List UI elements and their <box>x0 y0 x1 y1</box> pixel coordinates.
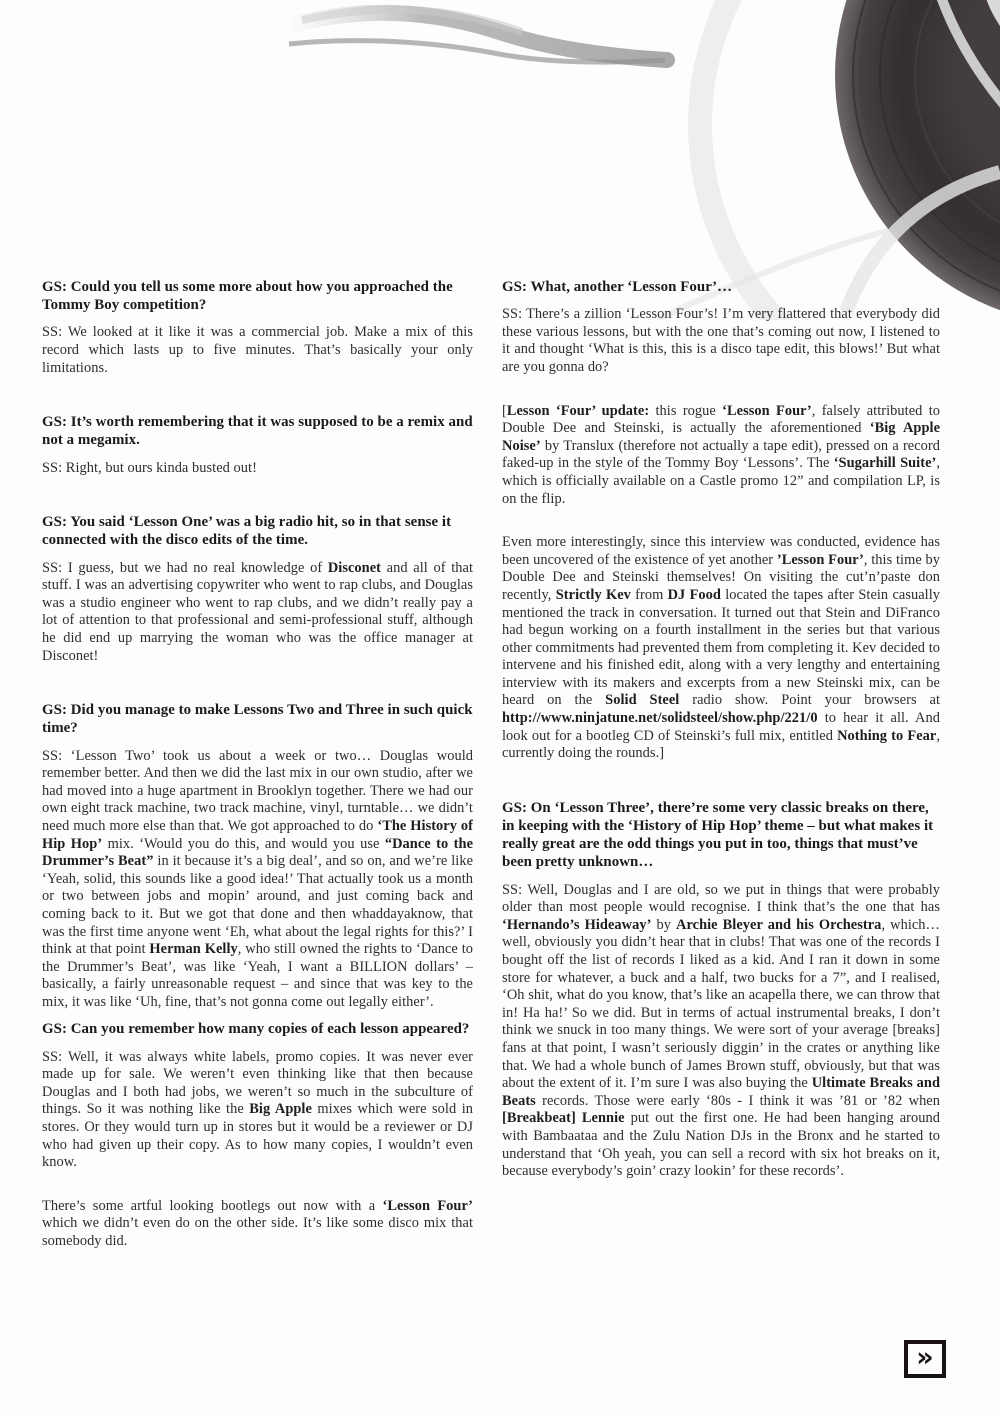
double-chevron-right-icon: » <box>916 1342 934 1373</box>
interview-answer: SS: ‘Lesson Two’ took us about a week or two… Douglas would remember better. And then we did the last mix in our own studio, after we had moved into a huge apartment in Brooklyn together. There we had our own eight track machine, two track machine, vinyl, turntable… we didn’t need much more else than that. We got approached to do ‘The History of Hip Hop’ mix. ‘Would you do this, and would you use “Dance to the Drummer’s Beat” in it because it’s a big deal’, and so on, and we’re like ‘Yeah, solid, this sounds like a good idea!’ That actually took us a month or two between jobs and mopin’ around, and just coming back and coming back to it. But we got that done and then whaddayaknow, that was the first time anyone went ‘Eh, what about the legal rights for this?’ I think at that point Herman Kelly, who still owned the rights to ‘Dance to the Drummer’s Beat’, was like ‘Yeah, I want a BILLION dollars’ – basically, a fairly unreasonable request – and since that was key to the mix, it was like ‘Uh, fine, that’s not gonna come out legally either’. <box>42 747 474 1010</box>
interview-question: GS: Did you manage to make Lessons Two and Three in such quick time? <box>42 702 473 737</box>
interview-question: GS: Can you remember how many copies of each lesson appeared? <box>42 1021 470 1038</box>
note-paragraph: There’s some artful looking bootlegs out now with a ‘Lesson Four’ which we didn’t even do on the other side. It’s like some disco mix that somebody did. <box>42 1197 473 1250</box>
note-paragraph: [Lesson ‘Four’ update: this rogue ‘Lesson Four’, falsely attributed to Double Dee and Steinski, is actually the aforementioned ‘Big Apple Noise’ by Translux (therefore not actually a tape edit), pressed on a record faked-up in the style of the Tommy Boy ‘Lessons’. The ‘Sugarhill Suite’, which is officially available on a Castle promo 12” and compilation LP, is on the flip. <box>502 402 941 507</box>
interview-question: GS: On ‘Lesson Three’, there’re some very classic breaks on there, in keeping with the ‘History of Hip Hop’ theme – but what makes it really great are the odd things you put in too, things that must’ve been pretty unknown… <box>502 799 934 871</box>
interview-question: GS: You said ‘Lesson One’ was a big radio hit, so in that sense it connected with the disco edits of the time. <box>42 514 452 549</box>
interview-answer: SS: Right, but ours kinda busted out! <box>42 459 257 476</box>
interview-answer: SS: Well, it was always white labels, promo copies. It was never ever made up for sale. We weren’t even thinking like that then because Douglas and I both had jobs, we weren’t so much in the subculture of things. So it was nothing like the Big Apple mixes which were sold in stores. Or they would turn up in stores but it would be a reviewer or DJ who had given up their copy. As to how many copies, I wouldn’t even know. <box>42 1048 473 1171</box>
interview-answer: SS: Well, Douglas and I are old, so we put in things that were probably older than most people would recognise. I think that’s the one that has ‘Hernando’s Hideaway’ by Archie Bleyer and his Orchestra, which… well, obviously you didn’t hear that in clubs! That was one of the records I bought off the list of records I liked as a kid. And I ran it down in some store for whatever, a buck and a half, two bucks for a 7”, and I realised, ‘Oh shit, what do you know, that’s like an acapella there, we can throw that in! Ha ha!’ So we did. But in terms of actual instrumental breaks, I don’t think we snuck in too many things. We were sort of your average [breaks] fans at that point, I wasn’t seriously diggin’ in the crates or anything like that. We had a whole bunch of James Brown stuff, obviously, but that was about the extent of it. I’m sure I was also buying the Ultimate Breaks and Beats records. Those were early ‘80s - I think it was ’81 or ’82 when [Breakbeat] Lennie put out the first one. He had been hanging around with Bambaataa and the Zulu Nation DJs in the Bronx and he started to understand that ‘Oh yeah, you can sell a record with six hot breaks on it, because everybody’s goin’ crazy lookin’ for these records’. <box>502 881 941 1180</box>
interview-answer: SS: We looked at it like it was a commercial job. Make a mix of this record which lasts up to five minutes. That’s basically your only limitations. <box>42 324 473 376</box>
interview-question: GS: Could you tell us some more about how you approached the Tommy Boy competition? <box>42 279 453 314</box>
interview-answer: SS: There’s a zillion ‘Lesson Four’s! I’m very flattered that everybody did these various lessons, but with the one that’s coming out now, I listened to it and thought ‘What is this, this is a disco tape edit, this blows!’ But what are you gonna do? <box>502 306 940 375</box>
next-page-button[interactable] <box>904 1340 946 1378</box>
interview-answer: SS: I guess, but we had no real knowledge of Disconet and all of that stuff. I was an advertising copywriter who went to rap clubs, and Douglas was a studio engineer who went to rap clubs, and we didn’t really pay a lot of attention to that professional and semi-professional stuff, although he did end up marrying the woman who was the office manager at Disconet! <box>42 559 473 664</box>
interview-column-left <box>42 270 473 1251</box>
note-paragraph: Even more interestingly, since this interview was conducted, evidence has been uncovered of the existence of yet another ’Lesson Four’, this time by Double Dee and Steinski themselves! On visiting the cut’n’paste don recently, Strictly Kev from DJ Food located the tapes after Stein casually mentioned the track in conversation. It turned out that Stein and DiFranco had begun working on a fourth installment in the series but that various other commitments had prevented them from completing it. Kev decided to intervene and his finished edit, along with a very lengthy and entertaining interview with its makers and excerpts from a new Steinski mix, can be heard on the Solid Steel radio show. Point your browsers at http://www.ninjatune.net/solidsteel/show.php/221/0 to hear it all. And look out for a bootleg CD of Steinski’s full mix, entitled Nothing to Fear, currently doing the rounds.] <box>502 534 941 762</box>
interview-column-right <box>502 270 940 1181</box>
interview-question: GS: What, another ‘Lesson Four’… <box>502 279 733 295</box>
interview-question: GS: It’s worth remembering that it was supposed to be a remix and not a megamix. <box>42 414 473 449</box>
